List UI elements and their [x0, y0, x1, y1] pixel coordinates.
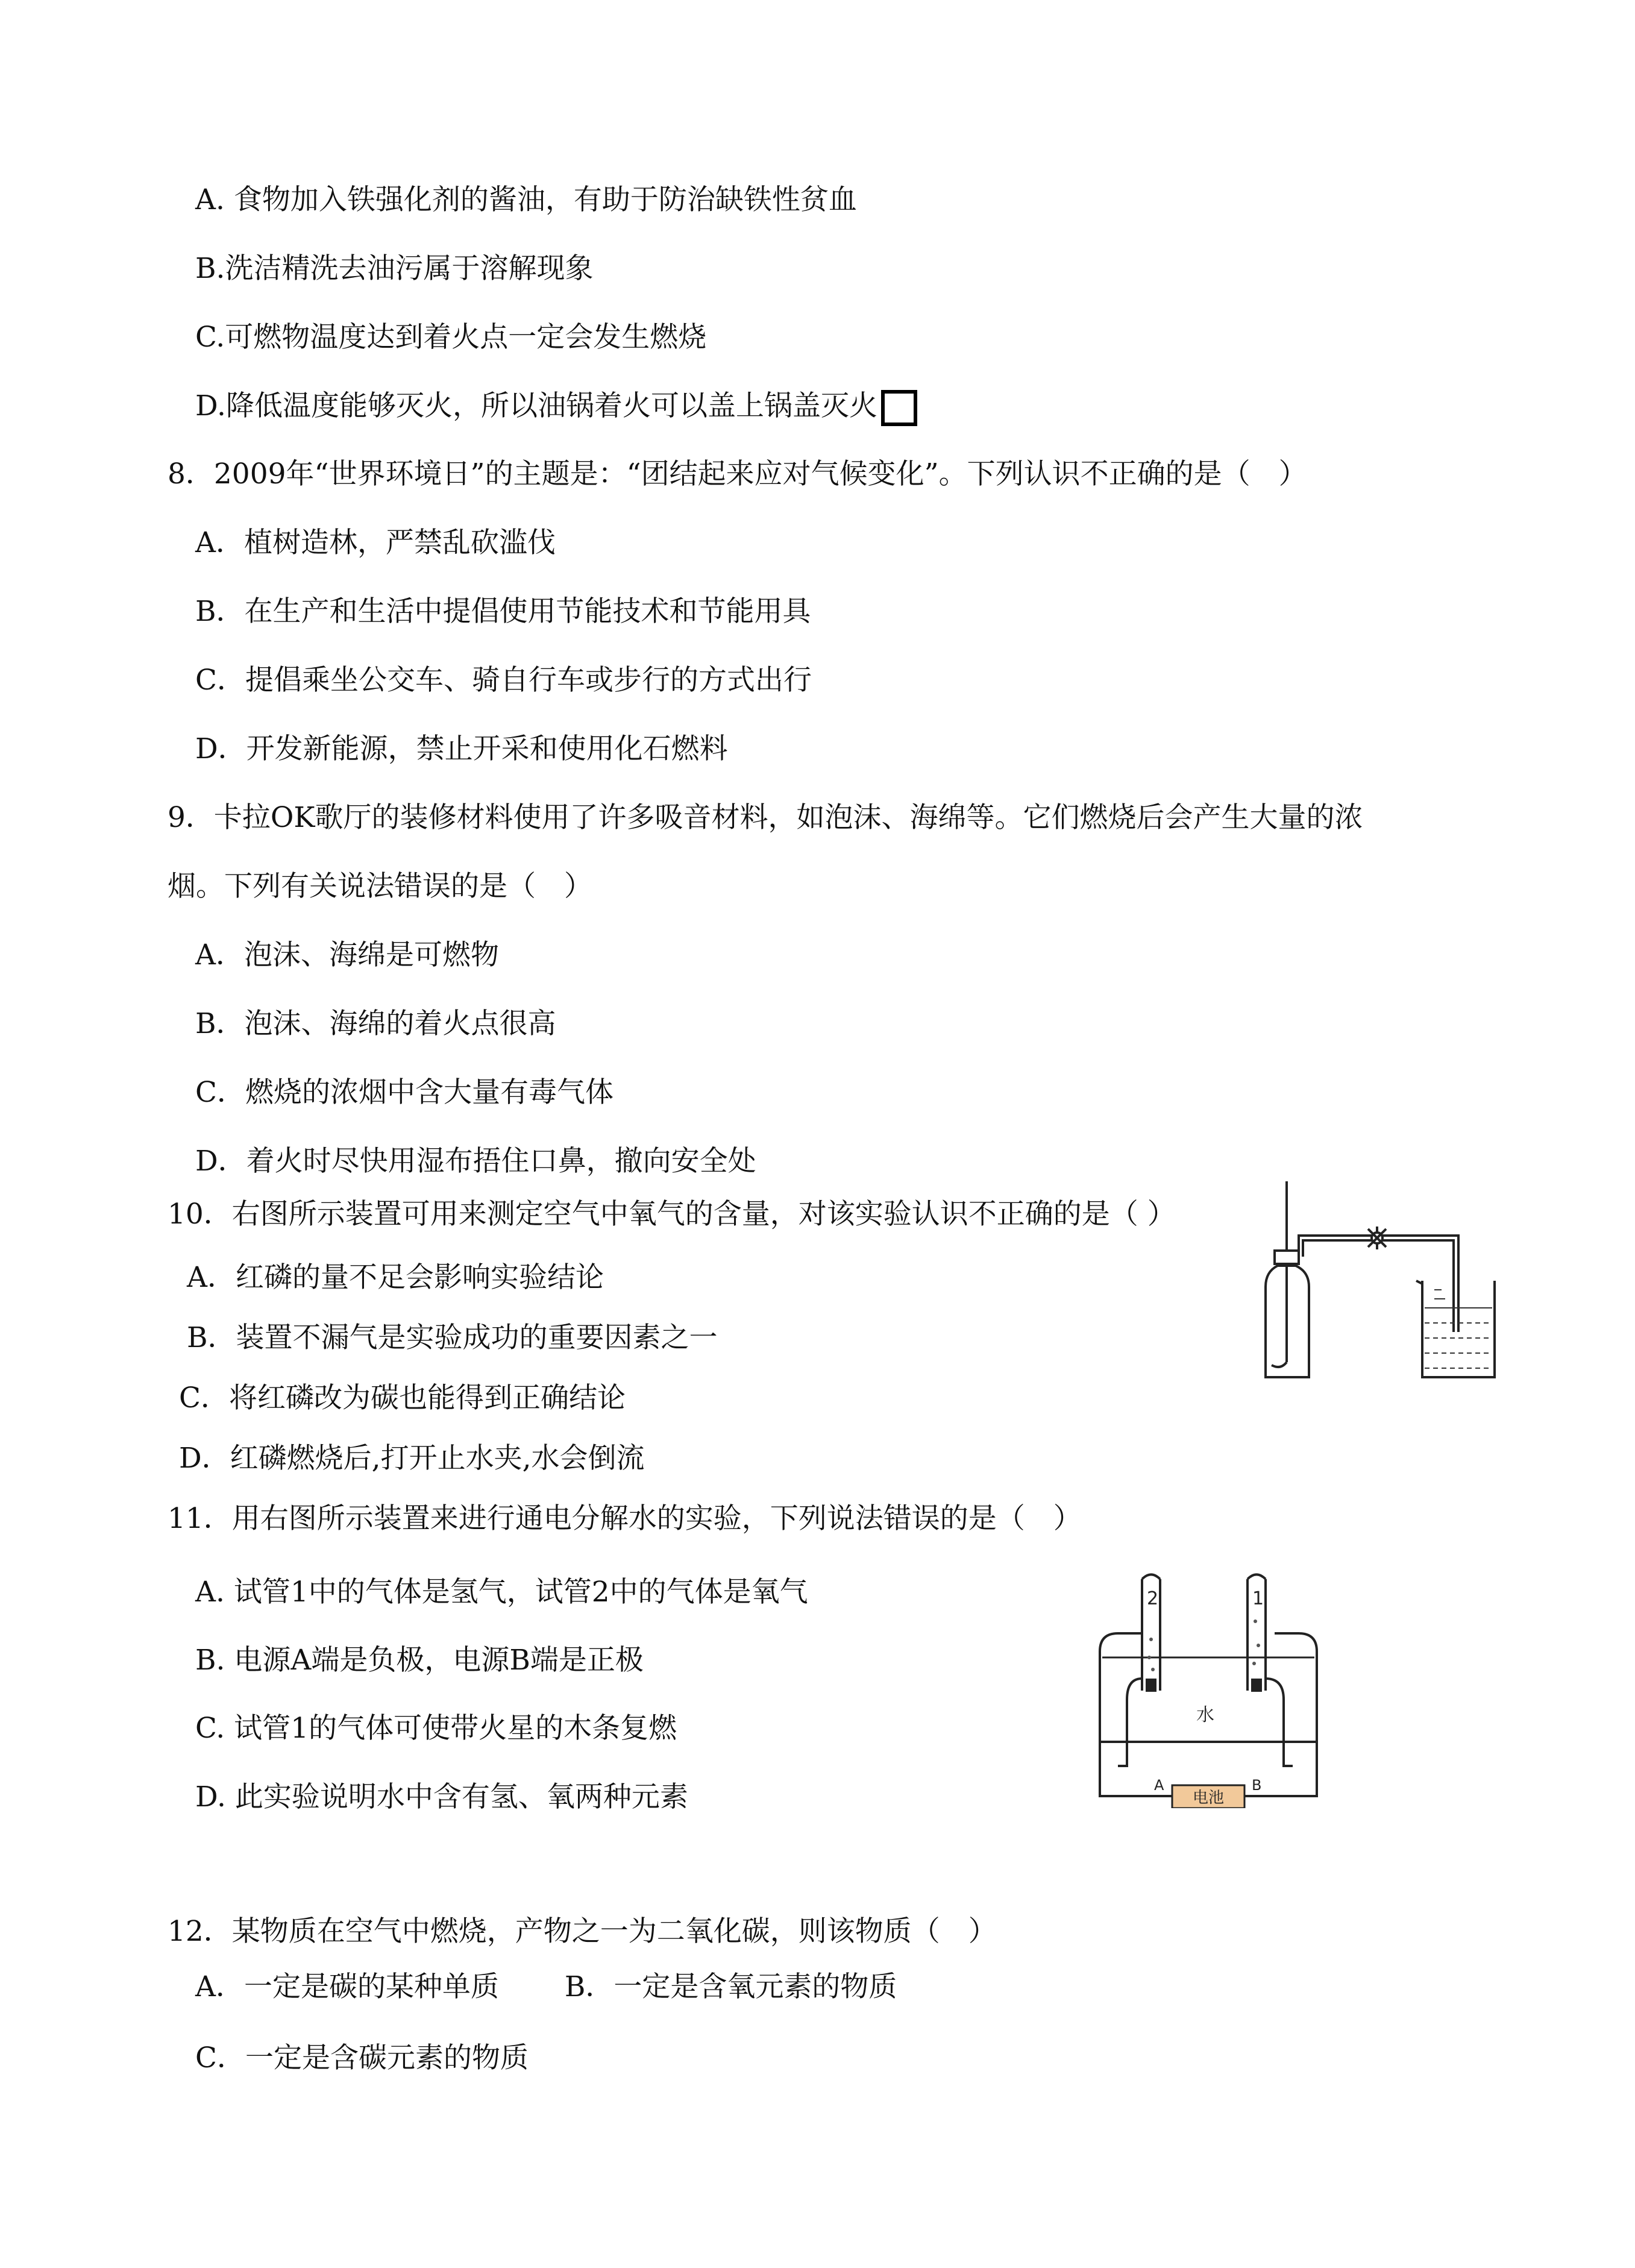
battery-label: 电池: [1192, 1789, 1225, 1807]
q8-option-d: D．开发新能源，禁止开采和使用化石燃料: [195, 732, 728, 765]
q9-stem-line2: 烟。下列有关说法错误的是（ ）: [168, 870, 592, 903]
q11-option-d: D. 此实验说明水中含有氢、氧两种元素: [195, 1780, 688, 1814]
q9-option-b: B．泡沫、海绵的着火点很高: [195, 1007, 556, 1040]
q8-option-b: B．在生产和生活中提倡使用节能技术和节能用具: [195, 595, 811, 628]
terminal-b-label: B: [1252, 1777, 1262, 1794]
q10-option-c: C．将红磷改为碳也能得到正确结论: [179, 1381, 626, 1415]
q7-option-a: A. 食物加入铁强化剂的酱油，有助于防治缺铁性贫血: [195, 183, 857, 216]
q9-stem-line1: 9．卡拉OK歌厅的装修材料使用了许多吸音材料，如泡沫、海绵等。它们燃烧后会产生大量的浓: [168, 801, 1363, 834]
oxygen-apparatus-figure: [1254, 1178, 1507, 1383]
q7-option-d: [195, 388, 917, 426]
q9-option-a: A．泡沫、海绵是可燃物: [195, 938, 499, 972]
q10-stem: 10．右图所示装置可用来测定空气中氧气的含量，对该实验认识不正确的是（ ）: [168, 1198, 1176, 1231]
q7-option-b: B.洗洁精洗去油污属于溶解现象: [195, 252, 594, 285]
q12-option-c: C．一定是含碳元素的物质: [195, 2041, 529, 2075]
q11-option-a: A. 试管1中的气体是氢气，试管2中的气体是氧气: [195, 1575, 808, 1609]
terminal-a-label: A: [1154, 1777, 1164, 1794]
q10-option-a: A．红磷的量不足会影响实验结论: [187, 1261, 604, 1294]
q11-option-b: B. 电源A端是负极，电源B端是正极: [195, 1644, 644, 1677]
water-label: 水: [1196, 1704, 1214, 1726]
q8-option-a: A．植树造林，严禁乱砍滥伐: [195, 526, 556, 559]
q7-option-c: C.可燃物温度达到着火点一定会发生燃烧: [195, 321, 707, 354]
q10-option-b: B．装置不漏气是实验成功的重要因素之一: [187, 1321, 718, 1354]
q8-option-c: C．提倡乘坐公交车、骑自行车或步行的方式出行: [195, 664, 812, 697]
q9-option-c: C．燃烧的浓烟中含大量有毒气体: [195, 1076, 614, 1109]
q10-option-d: D．红磷燃烧后,打开止水夹,水会倒流: [179, 1442, 645, 1475]
tube-label-2: 2: [1147, 1588, 1159, 1609]
q9-option-d: D．着火时尽快用湿布捂住口鼻，撤向安全处: [195, 1145, 756, 1178]
q7-option-d-text: D.降低温度能够灭火，所以油锅着火可以盖上锅盖灭火: [195, 389, 877, 423]
electrolysis-figure: [1094, 1567, 1323, 1808]
q8-stem: 8．2009年“世界环境日”的主题是：“团结起来应对气候变化”。下列认识不正确的是（ ）: [168, 457, 1307, 491]
q11-stem: 11．用右图所示装置来进行通电分解水的实验，下列说法错误的是（ ）: [168, 1502, 1082, 1535]
answer-box: [881, 390, 917, 426]
q12-stem: 12．某物质在空气中燃烧，产物之一为二氧化碳，则该物质（ ）: [168, 1915, 997, 1948]
q11-option-c: C. 试管1的气体可使带火星的木条复燃: [195, 1712, 677, 1745]
tube-label-1: 1: [1252, 1588, 1264, 1609]
q12-options-ab: A．一定是碳的某种单质 B．一定是含氧元素的物质: [195, 1970, 897, 2003]
